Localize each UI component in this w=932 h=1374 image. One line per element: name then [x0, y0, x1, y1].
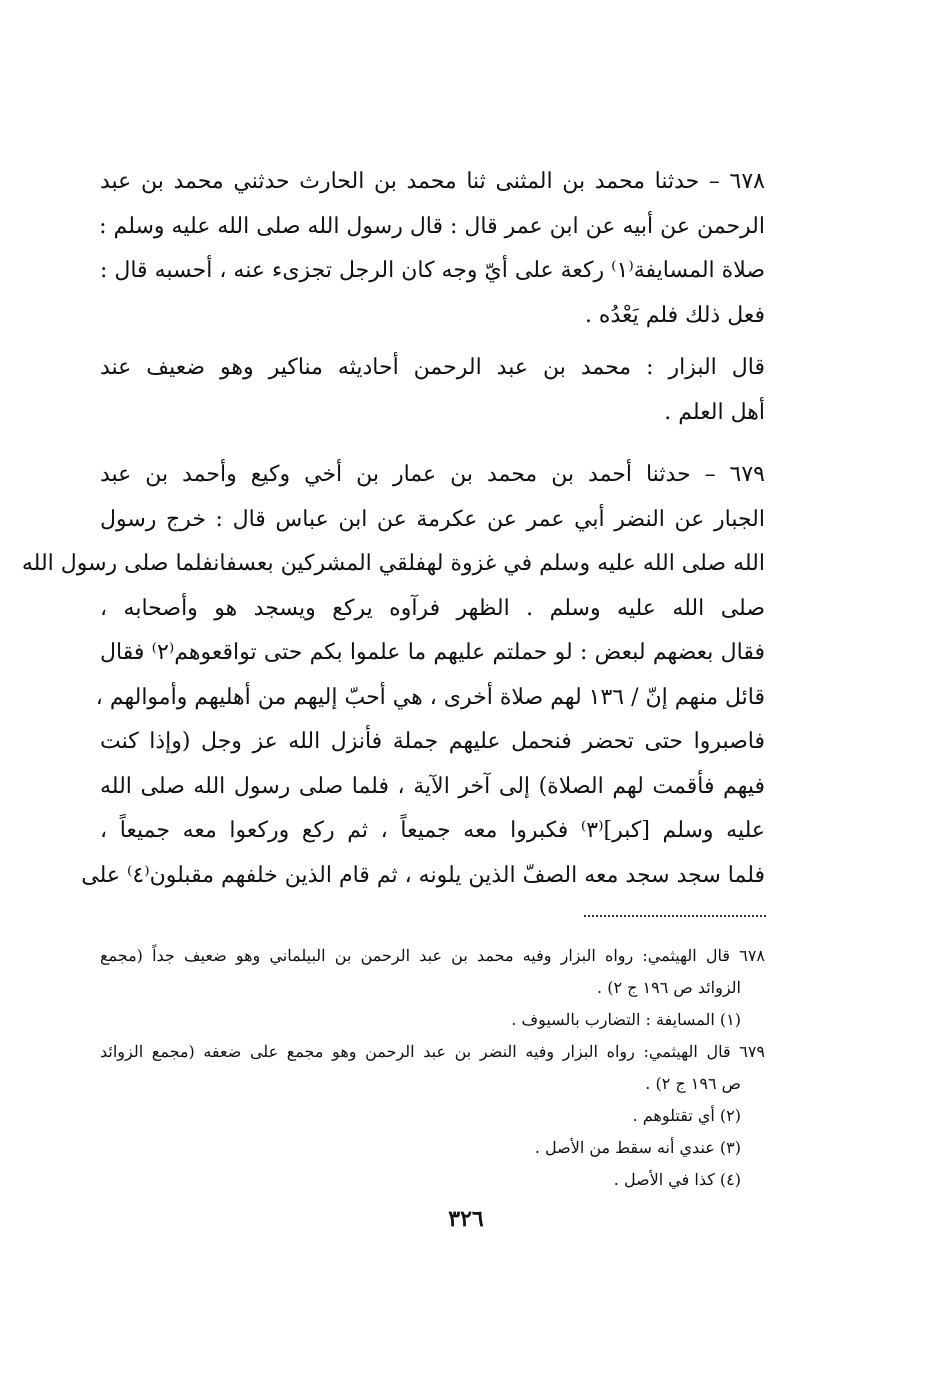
footnote-line: ص ١٩٦ ج ٢) . [645, 1074, 741, 1093]
text-line: الجبار عن النضر أبي عمر عن عكرمة عن ابن عباس قال : خرج رسول [100, 506, 765, 532]
text-line: الله صلى الله عليه وسلم في غزوة لهفلقي المشركين بعسفانفلما صلى رسول الله [21, 551, 765, 576]
text-line: فاصبروا حتى تحضر فنحمل عليهم جملة فأنزل الله عز وجل (وإذا كنت [100, 729, 765, 754]
footnote-line: ٦٧٨ قال الهيثمي: رواه البزار وفيه محمد بن عبد الرحمن بن البيلماني وهو ضعيف جداً (مجمع [100, 946, 765, 965]
text-line: فلما سجد سجد معه الصفّ الذين يلونه ، ثم قام الذين خلفهم مقبلون⁽٤⁾ على [81, 862, 765, 888]
text-line: فيهم فأقمت لهم الصلاة) إلى آخر الآية ، فلما صلى رسول الله صلى الله [100, 773, 765, 799]
hadith-678 [100, 160, 765, 338]
footnotes [100, 940, 765, 1196]
text-line: قائل منهم إنّ / ١٣٦ لهم صلاة أخرى ، هي أحبّ إليهم من أهليهم وأموالهم ، [95, 684, 765, 710]
text-line: أهل العلم . [664, 399, 765, 425]
footnote-line: ٦٧٩ قال الهيثمي: رواه البزار وفيه النضر بن عبد الرحمن وهو مجمع على ضعفه (مجمع الزوائد [100, 1042, 766, 1061]
text-line: صلاة المسايفة⁽١⁾ ركعة على أيّ وجه كان الرجل تجزىء عنه ، أحسبه قال : [99, 258, 765, 283]
text-line: ٦٧٩ – حدثنا أحمد بن محمد بن عمار بن أخي وكيع وأحمد بن عبد [100, 462, 765, 487]
text-line: قال البزار : محمد بن عبد الرحمن أحاديثه مناكير وهو ضعيف عند [100, 355, 765, 380]
bazzar-note [100, 346, 765, 435]
text-line: فقال بعضهم لبعض : لو حملتم عليهم ما علموا بكم حتى تواقعوهم⁽٢⁾ فقال [100, 640, 766, 665]
hadith-679 [21, 453, 766, 898]
text-line: عليه وسلم [كبر]⁽٣⁾ فكبروا معه جميعاً ، ثم ركع وركعوا معه جميعاً ، [100, 818, 765, 843]
footnote-line: (٢) أي تقتلوهم . [632, 1106, 741, 1125]
footnote-line: (٤) كذا في الأصل . [613, 1170, 741, 1189]
text-line: فعل ذلك فلم يَعْدُه . [584, 302, 765, 328]
text-line: الرحمن عن أبيه عن ابن عمر قال : قال رسول الله صلى الله عليه وسلم : [99, 213, 765, 239]
footnote-separator [584, 915, 766, 917]
text-line: صلى الله عليه وسلم . الظهر فرآوه يركع ويسجد هو وأصحابه ، [100, 595, 765, 621]
footnote-line: الزوائد ص ١٩٦ ج ٢) . [597, 978, 741, 997]
main-text [21, 160, 766, 898]
text-line: ٦٧٨ – حدثنا محمد بن المثنى ثنا محمد بن الحارث حدثني محمد بن عبد [100, 169, 765, 194]
page-number: ٣٢٦ [448, 1206, 484, 1232]
footnote-line: (١) المسايفة : التضارب بالسيوف . [511, 1010, 741, 1029]
footnote-line: (٣) عندي أنه سقط من الأصل . [534, 1138, 741, 1157]
